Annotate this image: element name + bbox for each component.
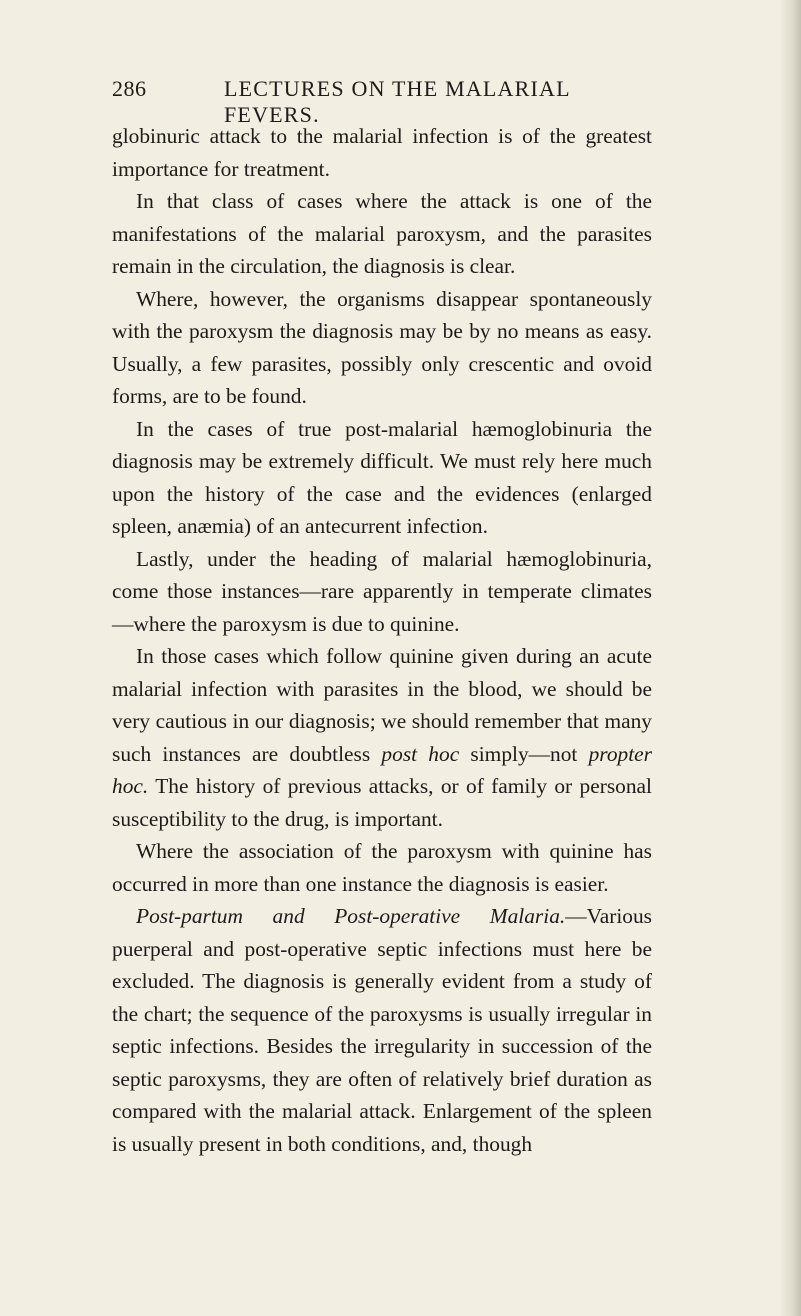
paragraph	[112, 640, 652, 835]
italic-phrase: post hoc	[381, 741, 460, 766]
paragraph: In the cases of true post-malarial hæmoglobinuria the diagnosis may be extremely difficult. We must rely here much upon the history of the case and the evidences (enlarged spleen, anæmia) of an antecurrent infection.	[112, 416, 652, 538]
paragraph-text: In those cases which follow quinine given during an acute malarial infection with parasites in the blood, we should be very cautious in our diagnosis; we should remember that many such instances are doubtless	[112, 644, 652, 766]
section-heading: Post-partum and Post-operative Malaria.	[136, 904, 566, 928]
paragraph: In that class of cases where the attack is one of the manifestations of the malarial paroxysm, and the parasites remain in the circulation, the diagnosis is clear.	[112, 189, 652, 278]
paragraph-text: —Various puerperal and post-operative septic infections must here be excluded. The diagnosis is generally evident from a study of the chart; the sequence of the paroxysms is usually irregular in septic infections. Besides the irregularity in succession of the septic paroxysms, they are often of relatively brief duration as compared with the malarial attack. Enlargement of the spleen is usually present in both conditions, and, though	[112, 904, 652, 1156]
page-number: 286	[112, 76, 147, 101]
paragraph-text: The history of previous attacks, or of family or personal susceptibility to the drug, is important.	[112, 774, 652, 831]
paragraph: Where, however, the organisms disappear spontaneously with the paroxysm the diagnosis may be by no means as easy. Usually, a few parasites, possibly only crescentic and ovoid forms, are to be found.	[112, 286, 652, 408]
paragraph: Lastly, under the heading of malarial hæmoglobinuria, come those instances—rare apparently in temperate climates —where the paroxysm is due to quinine.	[112, 546, 652, 636]
paragraph: globinuric attack to the malarial infection is of the greatest importance for treatment.	[112, 124, 652, 181]
paragraph-text: simply—not	[459, 741, 589, 766]
page-edge-shadow	[779, 0, 801, 1316]
running-head: LECTURES ON THE MALARIAL FEVERS.	[224, 76, 570, 127]
paragraph	[112, 900, 652, 1160]
italic-phrase: propter hoc.	[112, 741, 652, 798]
paragraph: Where the association of the paroxysm with quinine has occurred in more than one instance the diagnosis is easier.	[112, 839, 652, 896]
body-text	[112, 120, 652, 1160]
page-header	[112, 72, 652, 127]
